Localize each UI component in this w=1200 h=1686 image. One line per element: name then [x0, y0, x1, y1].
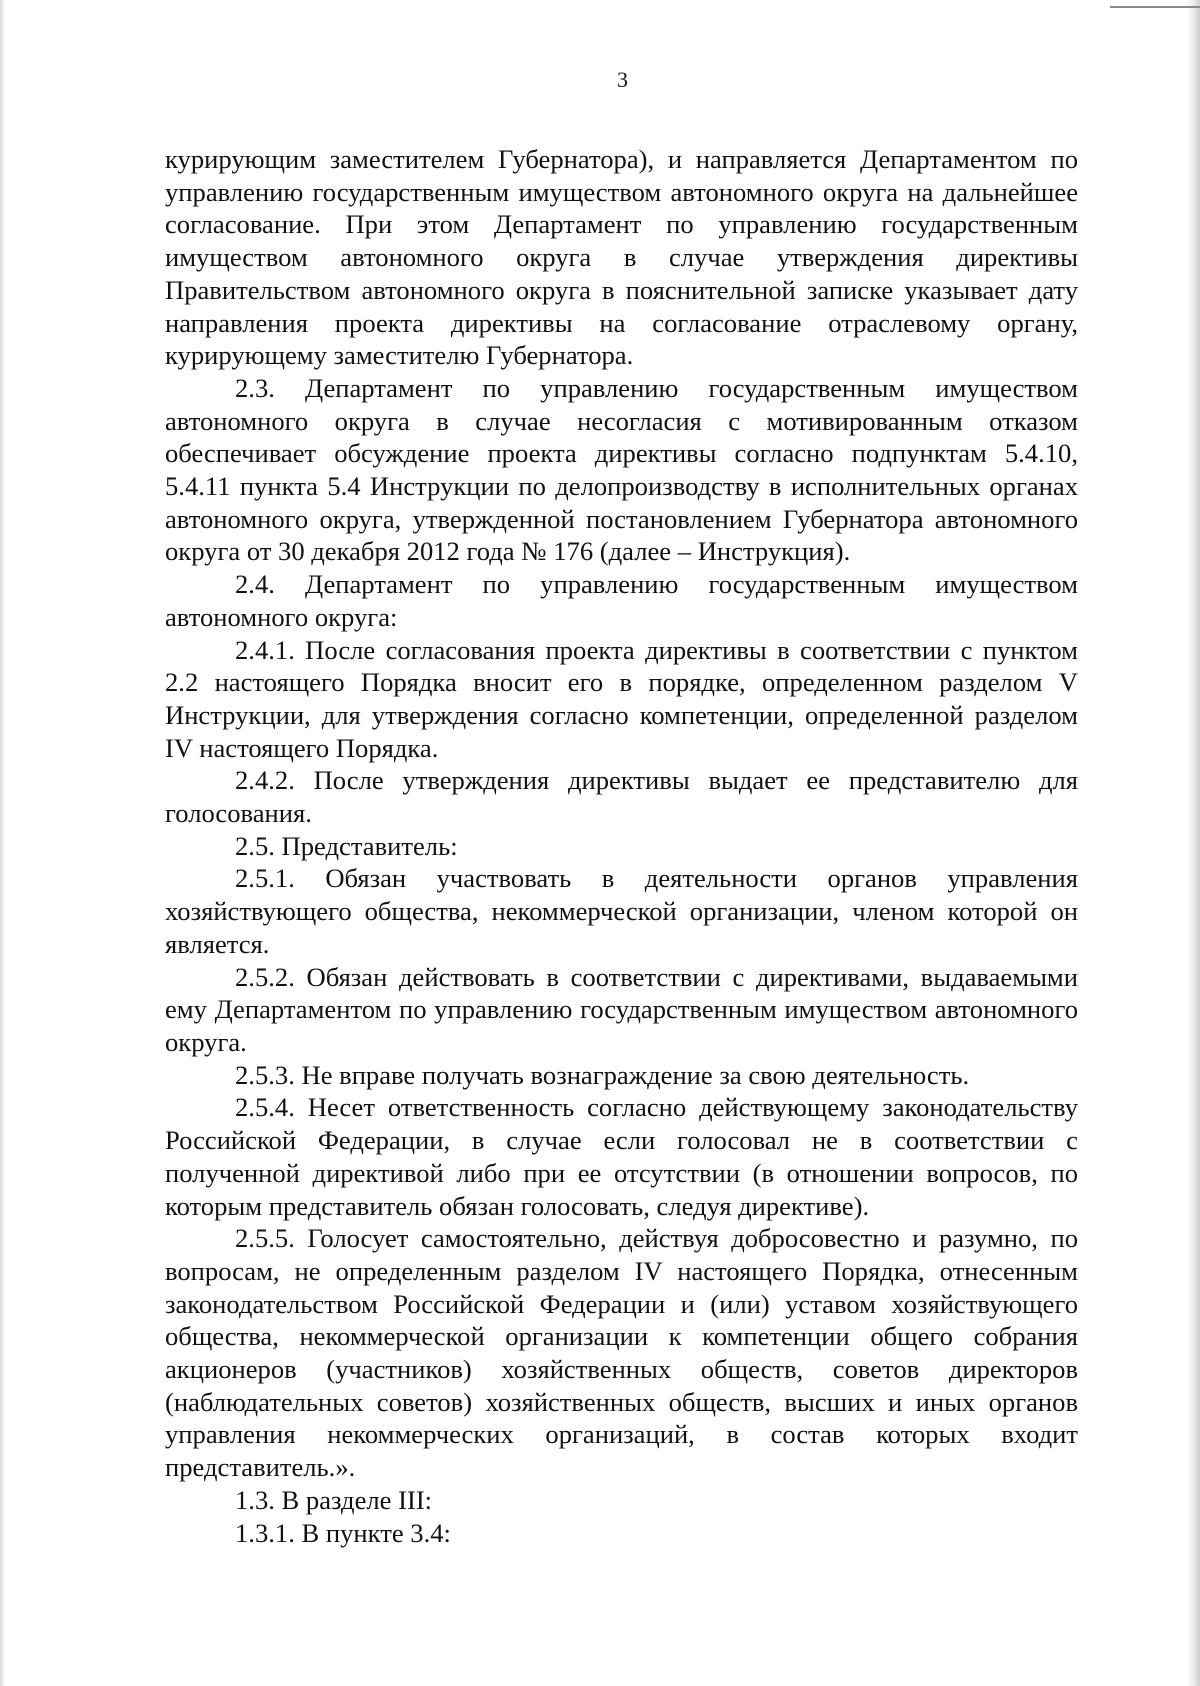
page-number: 3 [617, 67, 628, 92]
paragraph-2-4-1: 2.4.1. После согласования проекта директивы в соответствии с пунктом 2.2 настоящего Порядка вносит его в порядке, определенном разделом V Инструкции, для утверждения согласно компетенции, определенной разделом IV настоящего Порядка. [165, 634, 1078, 763]
paragraph-2-4: 2.4. Департамент по управлению государственным имуществом автономного округа: [165, 569, 1078, 632]
paragraph-2-5-4: 2.5.4. Несет ответственность согласно действующему законодательству Российской Федерации, в случае если голосовал не в соответствии с полученной директивой либо при ее отсутствии (в отношении вопросов, по которым представитель обязан голосовать, следуя директиве). [165, 1092, 1078, 1221]
paragraph-2-5-1: 2.5.1. Обязан участвовать в деятельности органов управления хозяйствующего общества, некоммерческой организации, членом которой он является. [165, 863, 1078, 959]
paragraph-1-3-1: 1.3.1. В пункте 3.4: [235, 1517, 451, 1548]
scan-corner-line [1110, 6, 1200, 8]
paragraph-2-5-2: 2.5.2. Обязан действовать в соответствии с директивами, выдаваемыми ему Департаментом по управлению государственным имуществом автономного округа. [165, 961, 1078, 1057]
paragraph-2-4-2: 2.4.2. После утверждения директивы выдает ее представителю для голосования. [165, 765, 1078, 829]
document-body [165, 143, 1078, 1549]
paragraph-2-5-5: 2.5.5. Голосует самостоятельно, действуя добросовестно и разумно, по вопросам, не определенным разделом IV настоящего Порядка, отнесенным законодательством Российской Федерации и (или) уставом хозяйствующего общества, некоммерческой организации к компетенции общего собрания акционеров (участников) хозяйственных обществ, советов директоров (наблюдательных советов) хозяйственных обществ, высших и иных органов управления некоммерческих организаций, в состав которых входит представитель.». [165, 1223, 1078, 1483]
paragraph-continuation: курирующим заместителем Губернатора), и направляется Департаментом по управлению государственным имуществом автономного округа на дальнейшее согласование. При этом Департамент по управлению государственным имуществом автономного округа в случае утверждения директивы Правительством автономного округа в пояснительной записке указывает дату направления проекта директивы на согласование отраслевому органу, курирующему заместителю Губернатора. [165, 144, 1078, 371]
paragraph-2-3: 2.3. Департамент по управлению государственным имуществом автономного округа в случае несогласия с мотивированным отказом обеспечивает обсуждение проекта директивы согласно подпунктам 5.4.10, 5.4.11 пункта 5.4 Инструкции по делопроизводству в исполнительных органах автономного округа, утвержденной постановлением Губернатора автономного округа от 30 декабря 2012 года № 176 (далее – Инструкция). [165, 372, 1078, 567]
scan-edge-left [0, 0, 6, 1686]
paragraph-1-3: 1.3. В разделе III: [235, 1484, 433, 1515]
paragraph-2-5-3: 2.5.3. Не вправе получать вознаграждение за свою деятельность. [235, 1059, 970, 1090]
paragraph-2-5: 2.5. Представитель: [235, 830, 458, 861]
scan-edge-right [1186, 0, 1200, 1686]
